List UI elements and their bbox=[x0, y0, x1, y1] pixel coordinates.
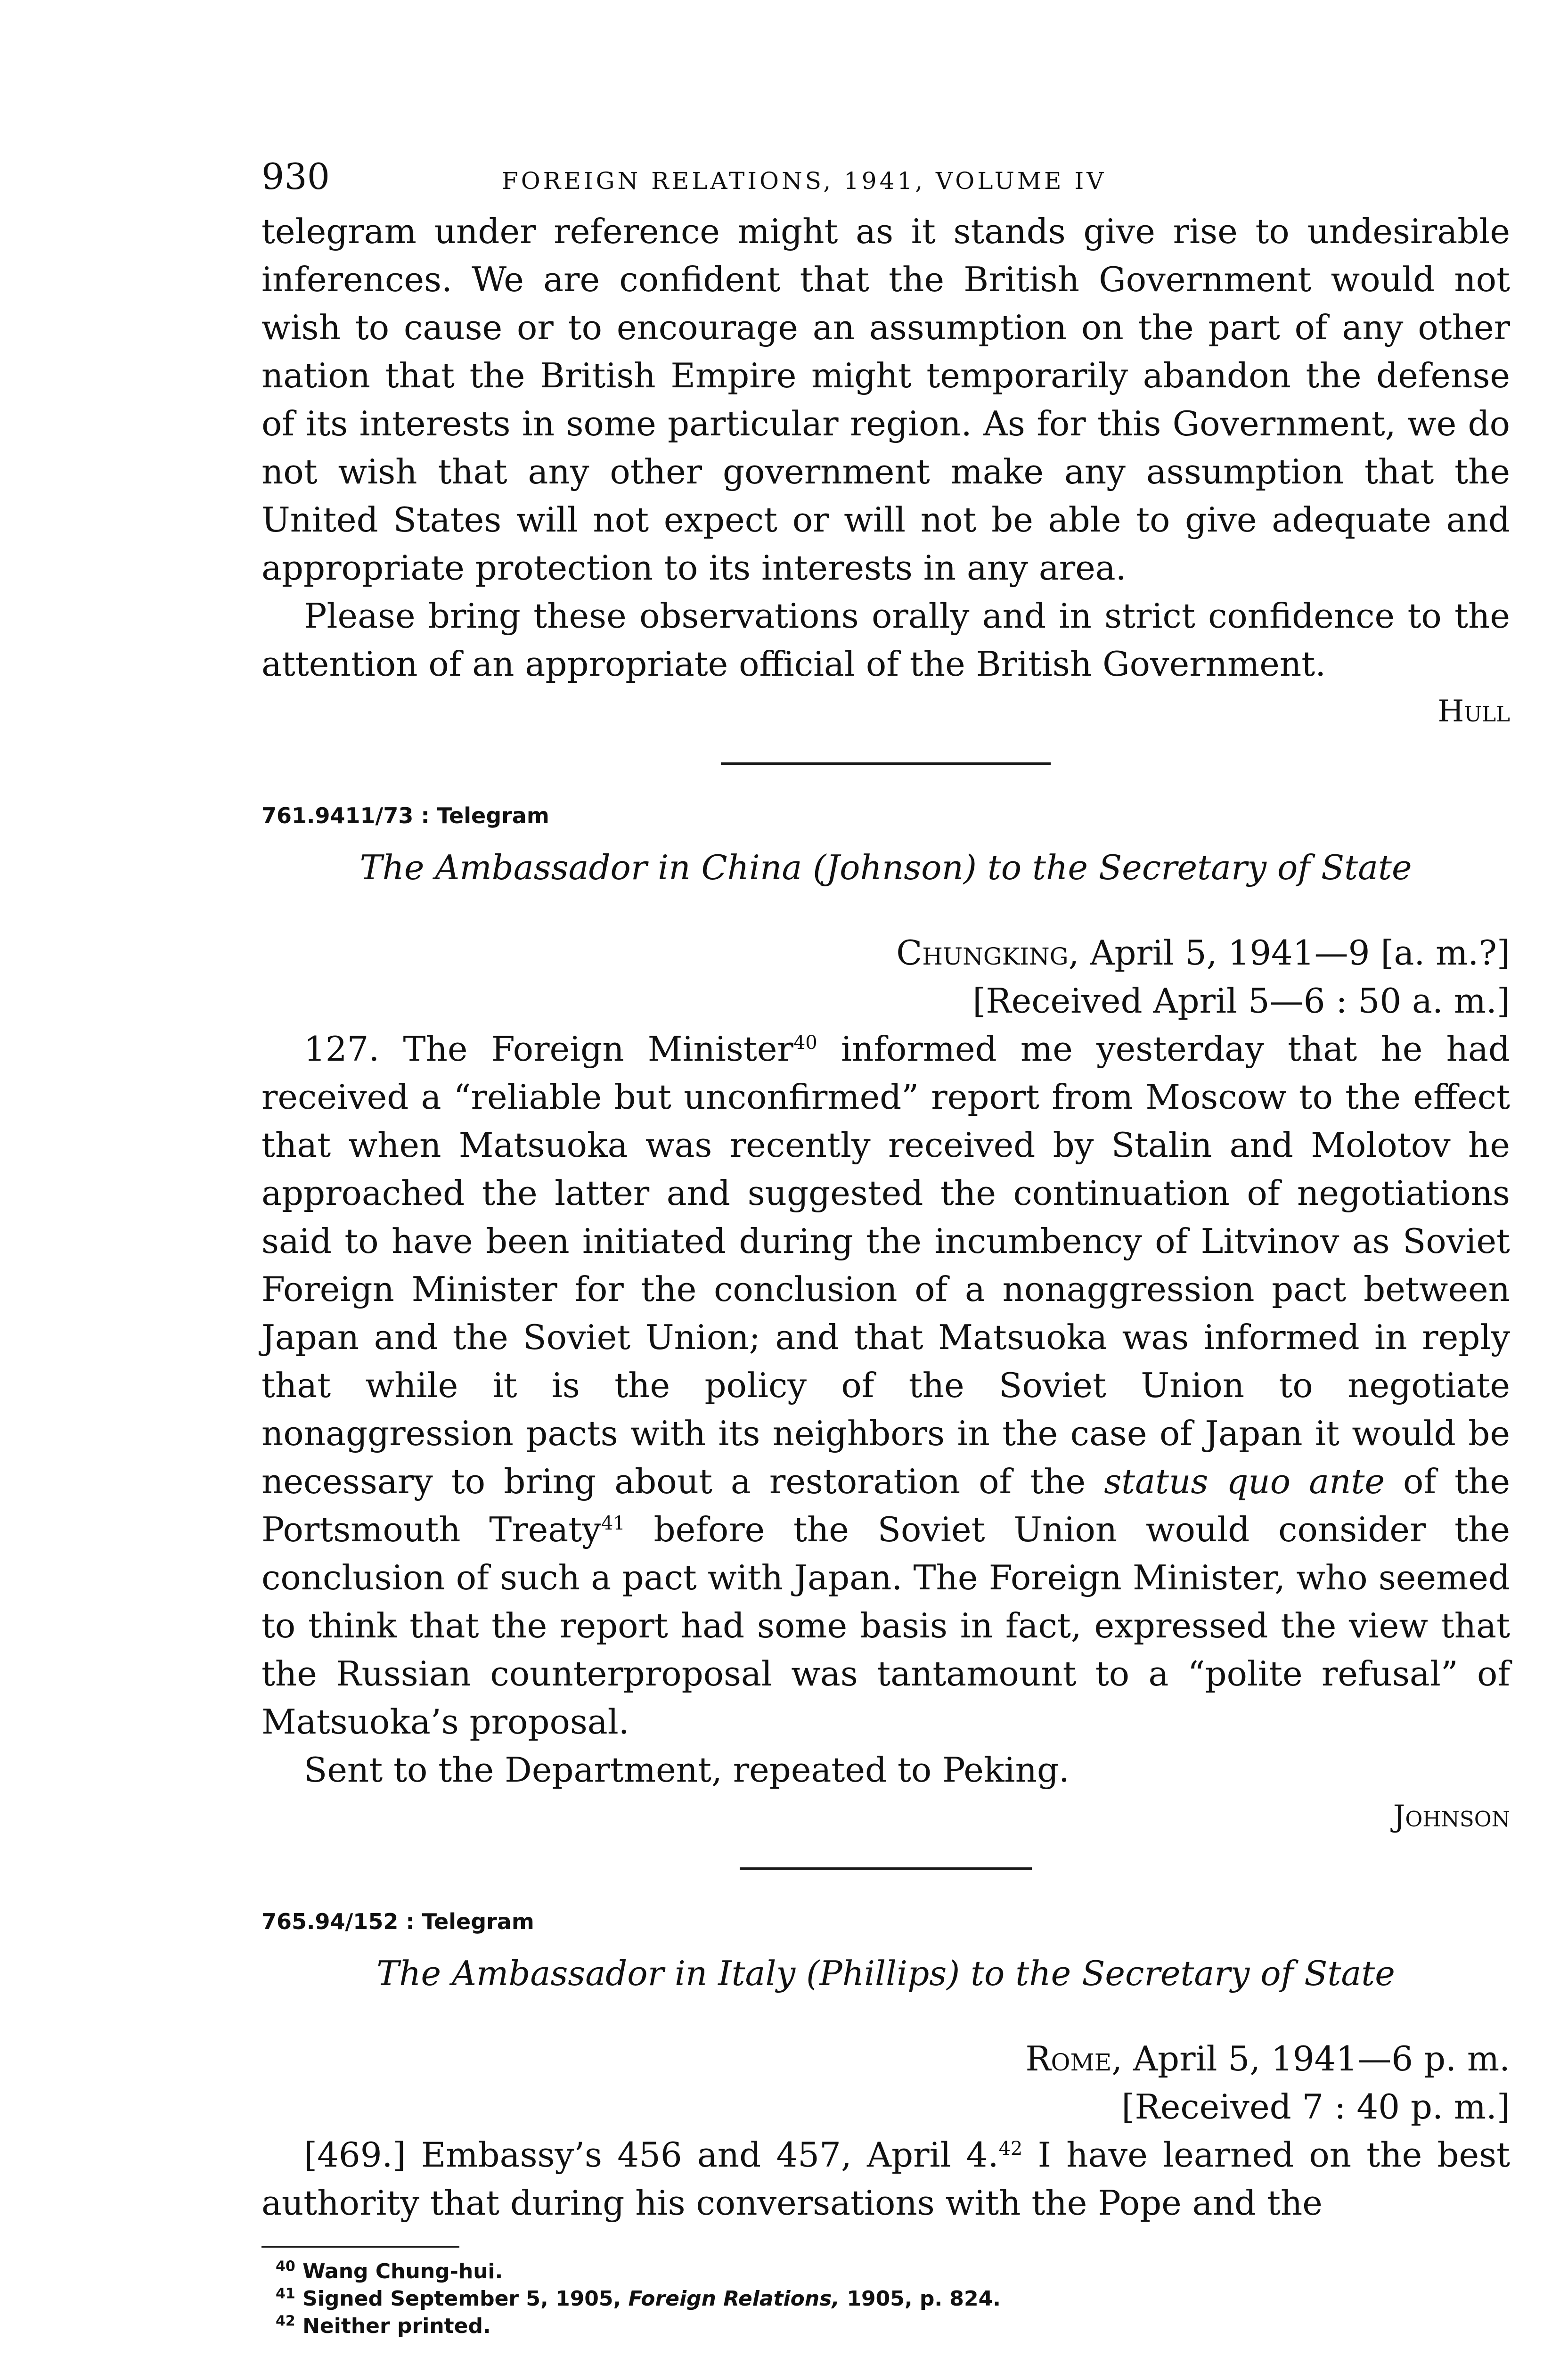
doc2-date: April 5, 1941—9 [a. m.?] bbox=[1090, 933, 1510, 973]
doc2-file-reference: 761.9411/73 : Telegram bbox=[261, 803, 549, 828]
doc2-heading-part-1: The Ambassador in China bbox=[359, 848, 802, 887]
doc3-heading-part-1: The Ambassador in Italy bbox=[376, 1954, 796, 1993]
doc2-body-part-a: 127. The Foreign Minister bbox=[304, 1029, 793, 1069]
running-header bbox=[261, 155, 1510, 207]
doc3-heading-name: Phillips bbox=[819, 1954, 947, 1993]
footnotes bbox=[261, 2258, 1510, 2340]
document-page bbox=[261, 155, 1510, 2340]
doc2-body-part-c: of the Portsmouth Treaty bbox=[261, 1462, 1511, 1549]
doc3-place-date bbox=[261, 2035, 1510, 2083]
footnote-text-italic: Foreign Relations, bbox=[628, 2287, 840, 2311]
doc2-signature: Johnson bbox=[1393, 1799, 1510, 1834]
doc2-closing: Sent to the Department, repeated to Peking. bbox=[304, 1750, 1070, 1790]
footnote-text-a: Signed September 5, 1905, bbox=[302, 2287, 629, 2311]
footnote-text-b: 1905, p. 824. bbox=[840, 2287, 1001, 2311]
doc1-paragraph-2: Please bring these observations orally and in strict confidence to the attention of an appropriate official of the British Government. bbox=[261, 596, 1510, 684]
footnote-ref-42[interactable]: 42 bbox=[998, 2138, 1023, 2160]
footnote-text: Wang Chung-hui. bbox=[302, 2259, 503, 2283]
doc3-received: [Received 7 : 40 p. m.] bbox=[1121, 2087, 1510, 2127]
doc1-signature: Hull bbox=[1437, 694, 1510, 729]
footnote-divider bbox=[261, 2246, 459, 2248]
doc3-body-part-b: I have learned on the best authority that during his conversations with the Pope and the bbox=[261, 2135, 1510, 2223]
doc2-place-date bbox=[261, 929, 1510, 977]
page-number: 930 bbox=[261, 155, 330, 197]
doc2-received: [Received April 5—6 : 50 a. m.] bbox=[972, 981, 1510, 1021]
doc3-body bbox=[261, 2131, 1510, 2227]
section-divider bbox=[740, 1867, 1032, 1870]
section-divider bbox=[721, 762, 1051, 765]
doc2-heading: The Ambassador in China (Johnson) to the Secretary of State bbox=[359, 848, 1412, 887]
footnote-41 bbox=[261, 2285, 1510, 2313]
doc2-place: Chungking, bbox=[896, 933, 1079, 973]
doc3-file-reference: 765.94/152 : Telegram bbox=[261, 1909, 534, 1934]
footnote-40 bbox=[261, 2258, 1510, 2285]
footnote-42 bbox=[261, 2313, 1510, 2340]
doc2-body bbox=[261, 1025, 1510, 1746]
doc3-heading: The Ambassador in Italy (Phillips) to the Secretary of State bbox=[376, 1954, 1395, 1993]
doc3-body-part-a: [469.] Embassy’s 456 and 457, April 4. bbox=[304, 2135, 999, 2175]
footnote-mark: 41 bbox=[276, 2285, 295, 2302]
footnote-mark: 40 bbox=[276, 2258, 295, 2275]
doc1-paragraph-1: telegram under reference might as it stands give rise to undesirable inferences. We are confident that the British Government would not wish to cause or to encourage an assumption on the part of any other nation that the British Empire might temporarily abandon the defense of its interests in some particular region. As for this Government, we do not wish that any other government make any assumption that the United States will not expect or will not be able to give adequate and appropriate protection to its interests in any area. bbox=[261, 212, 1510, 588]
doc3-date: April 5, 1941—6 p. m. bbox=[1133, 2039, 1510, 2078]
footnote-ref-40[interactable]: 40 bbox=[793, 1032, 817, 1054]
doc2-heading-part-2: to the Secretary of State bbox=[987, 848, 1412, 887]
doc2-body-italic: status quo ante bbox=[1104, 1462, 1385, 1501]
doc2-heading-name: Johnson bbox=[826, 848, 964, 887]
footnote-ref-41[interactable]: 41 bbox=[601, 1513, 625, 1534]
doc3-heading-part-2: to the Secretary of State bbox=[971, 1954, 1395, 1993]
footnote-text: Neither printed. bbox=[302, 2314, 491, 2338]
footnote-mark: 42 bbox=[276, 2313, 295, 2330]
doc2-body-part-d: before the Soviet Union would consider the conclusion of such a pact with Japan. The Foreign Minister, who seemed to think that the report had some basis in fact, expressed the view that the Russian counterproposal was tantamount to a “polite refusal” of Matsuoka’s proposal. bbox=[261, 1510, 1510, 1742]
doc2-body-part-b: informed me yesterday that he had received a “reliable but unconfirmed” report from Moscow to the effect that when Matsuoka was recently received by Stalin and Molotov he approached the latter and suggested the continuation of negotiations said to have been initiated during the incumbency of Litvinov as Soviet Foreign Minister for the conclusion of a nonaggression pact between Japan and the Soviet Union; and that Matsuoka was informed in reply that while it is the policy of the Soviet Union to negotiate nonaggression pacts with its neighbors in the case of Japan it would be necessary to bring about a restoration of the bbox=[261, 1029, 1510, 1501]
running-title: FOREIGN RELATIONS, 1941, VOLUME IV bbox=[502, 167, 1107, 195]
doc3-place: Rome, bbox=[1025, 2039, 1123, 2078]
